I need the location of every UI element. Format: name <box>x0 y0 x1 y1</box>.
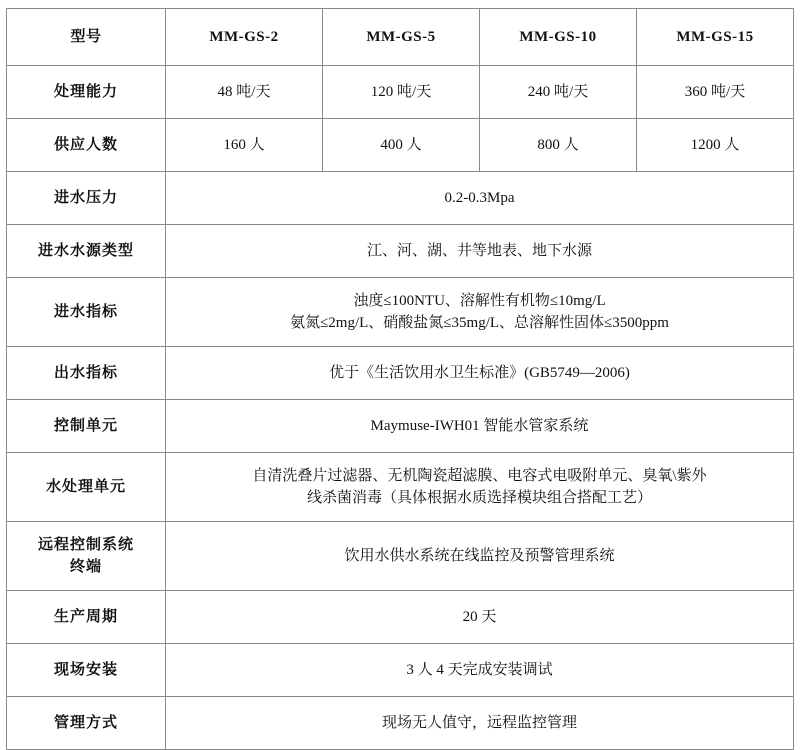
column-header-mm-gs-5: MM-GS-5 <box>323 9 480 66</box>
inlet-index-line-1: 浊度≤100NTU、溶解性有机物≤10mg/L <box>353 292 606 309</box>
cell-capacity-mm-gs-10: 240 吨/天 <box>480 66 637 119</box>
cell-inlet-index-value <box>166 278 794 347</box>
row-label-supply-population: 供应人数 <box>7 119 166 172</box>
cell-remote-control-terminal-value: 饮用水供水系统在线监控及预警管理系统 <box>166 522 794 591</box>
row-label-inlet-pressure: 进水压力 <box>7 172 166 225</box>
table-row <box>7 522 794 591</box>
table-row <box>7 644 794 697</box>
cell-control-unit-value: Maymuse-IWH01 智能水管家系统 <box>166 400 794 453</box>
cell-capacity-mm-gs-2: 48 吨/天 <box>166 66 323 119</box>
cell-inlet-pressure-value: 0.2-0.3Mpa <box>166 172 794 225</box>
table-row <box>7 453 794 522</box>
table-row <box>7 225 794 278</box>
table-row <box>7 697 794 750</box>
row-label-treatment-unit: 水处理单元 <box>7 453 166 522</box>
treatment-unit-line-2: 线杀菌消毒（具体根据水质选择模块组合搭配工艺） <box>306 490 652 506</box>
cell-population-mm-gs-5: 400 人 <box>323 119 480 172</box>
column-header-model: 型号 <box>7 9 166 66</box>
table-row <box>7 400 794 453</box>
cell-treatment-unit-value <box>166 453 794 522</box>
cell-capacity-mm-gs-15: 360 吨/天 <box>637 66 794 119</box>
row-label-onsite-installation: 现场安装 <box>7 644 166 697</box>
cell-production-cycle-value: 20 天 <box>166 591 794 644</box>
cell-water-source-type-value: 江、河、湖、井等地表、地下水源 <box>166 225 794 278</box>
row-label-remote-control-terminal <box>7 522 166 591</box>
table-row <box>7 347 794 400</box>
row-label-management-mode: 管理方式 <box>7 697 166 750</box>
table-row <box>7 172 794 225</box>
cell-population-mm-gs-2: 160 人 <box>166 119 323 172</box>
treatment-unit-line-1: 自清洗叠片过滤器、无机陶瓷超滤膜、电容式电吸附单元、臭氧\紫外 <box>252 467 707 484</box>
remote-control-label-line-1: 远程控制系统 <box>37 536 134 553</box>
table-row <box>7 591 794 644</box>
table-row <box>7 278 794 347</box>
column-header-mm-gs-15: MM-GS-15 <box>637 9 794 66</box>
row-label-outlet-index: 出水指标 <box>7 347 166 400</box>
cell-onsite-installation-value: 3 人 4 天完成安装调试 <box>166 644 794 697</box>
row-label-production-cycle: 生产周期 <box>7 591 166 644</box>
specification-table <box>6 8 794 750</box>
column-header-mm-gs-2: MM-GS-2 <box>166 9 323 66</box>
cell-population-mm-gs-10: 800 人 <box>480 119 637 172</box>
cell-population-mm-gs-15: 1200 人 <box>637 119 794 172</box>
remote-control-label-line-2: 终端 <box>69 559 102 575</box>
table-row <box>7 66 794 119</box>
cell-management-mode-value: 现场无人值守，远程监控管理 <box>166 697 794 750</box>
row-label-water-source-type: 进水水源类型 <box>7 225 166 278</box>
row-label-inlet-index: 进水指标 <box>7 278 166 347</box>
column-header-mm-gs-10: MM-GS-10 <box>480 9 637 66</box>
row-label-capacity: 处理能力 <box>7 66 166 119</box>
cell-outlet-index-value: 优于《生活饮用水卫生标准》(GB5749—2006) <box>166 347 794 400</box>
row-label-control-unit: 控制单元 <box>7 400 166 453</box>
table-header-row <box>7 9 794 66</box>
table-row <box>7 119 794 172</box>
inlet-index-line-2: 氨氮≤2mg/L、硝酸盐氮≤35mg/L、总溶解性固体≤3500ppm <box>290 315 669 331</box>
cell-capacity-mm-gs-5: 120 吨/天 <box>323 66 480 119</box>
